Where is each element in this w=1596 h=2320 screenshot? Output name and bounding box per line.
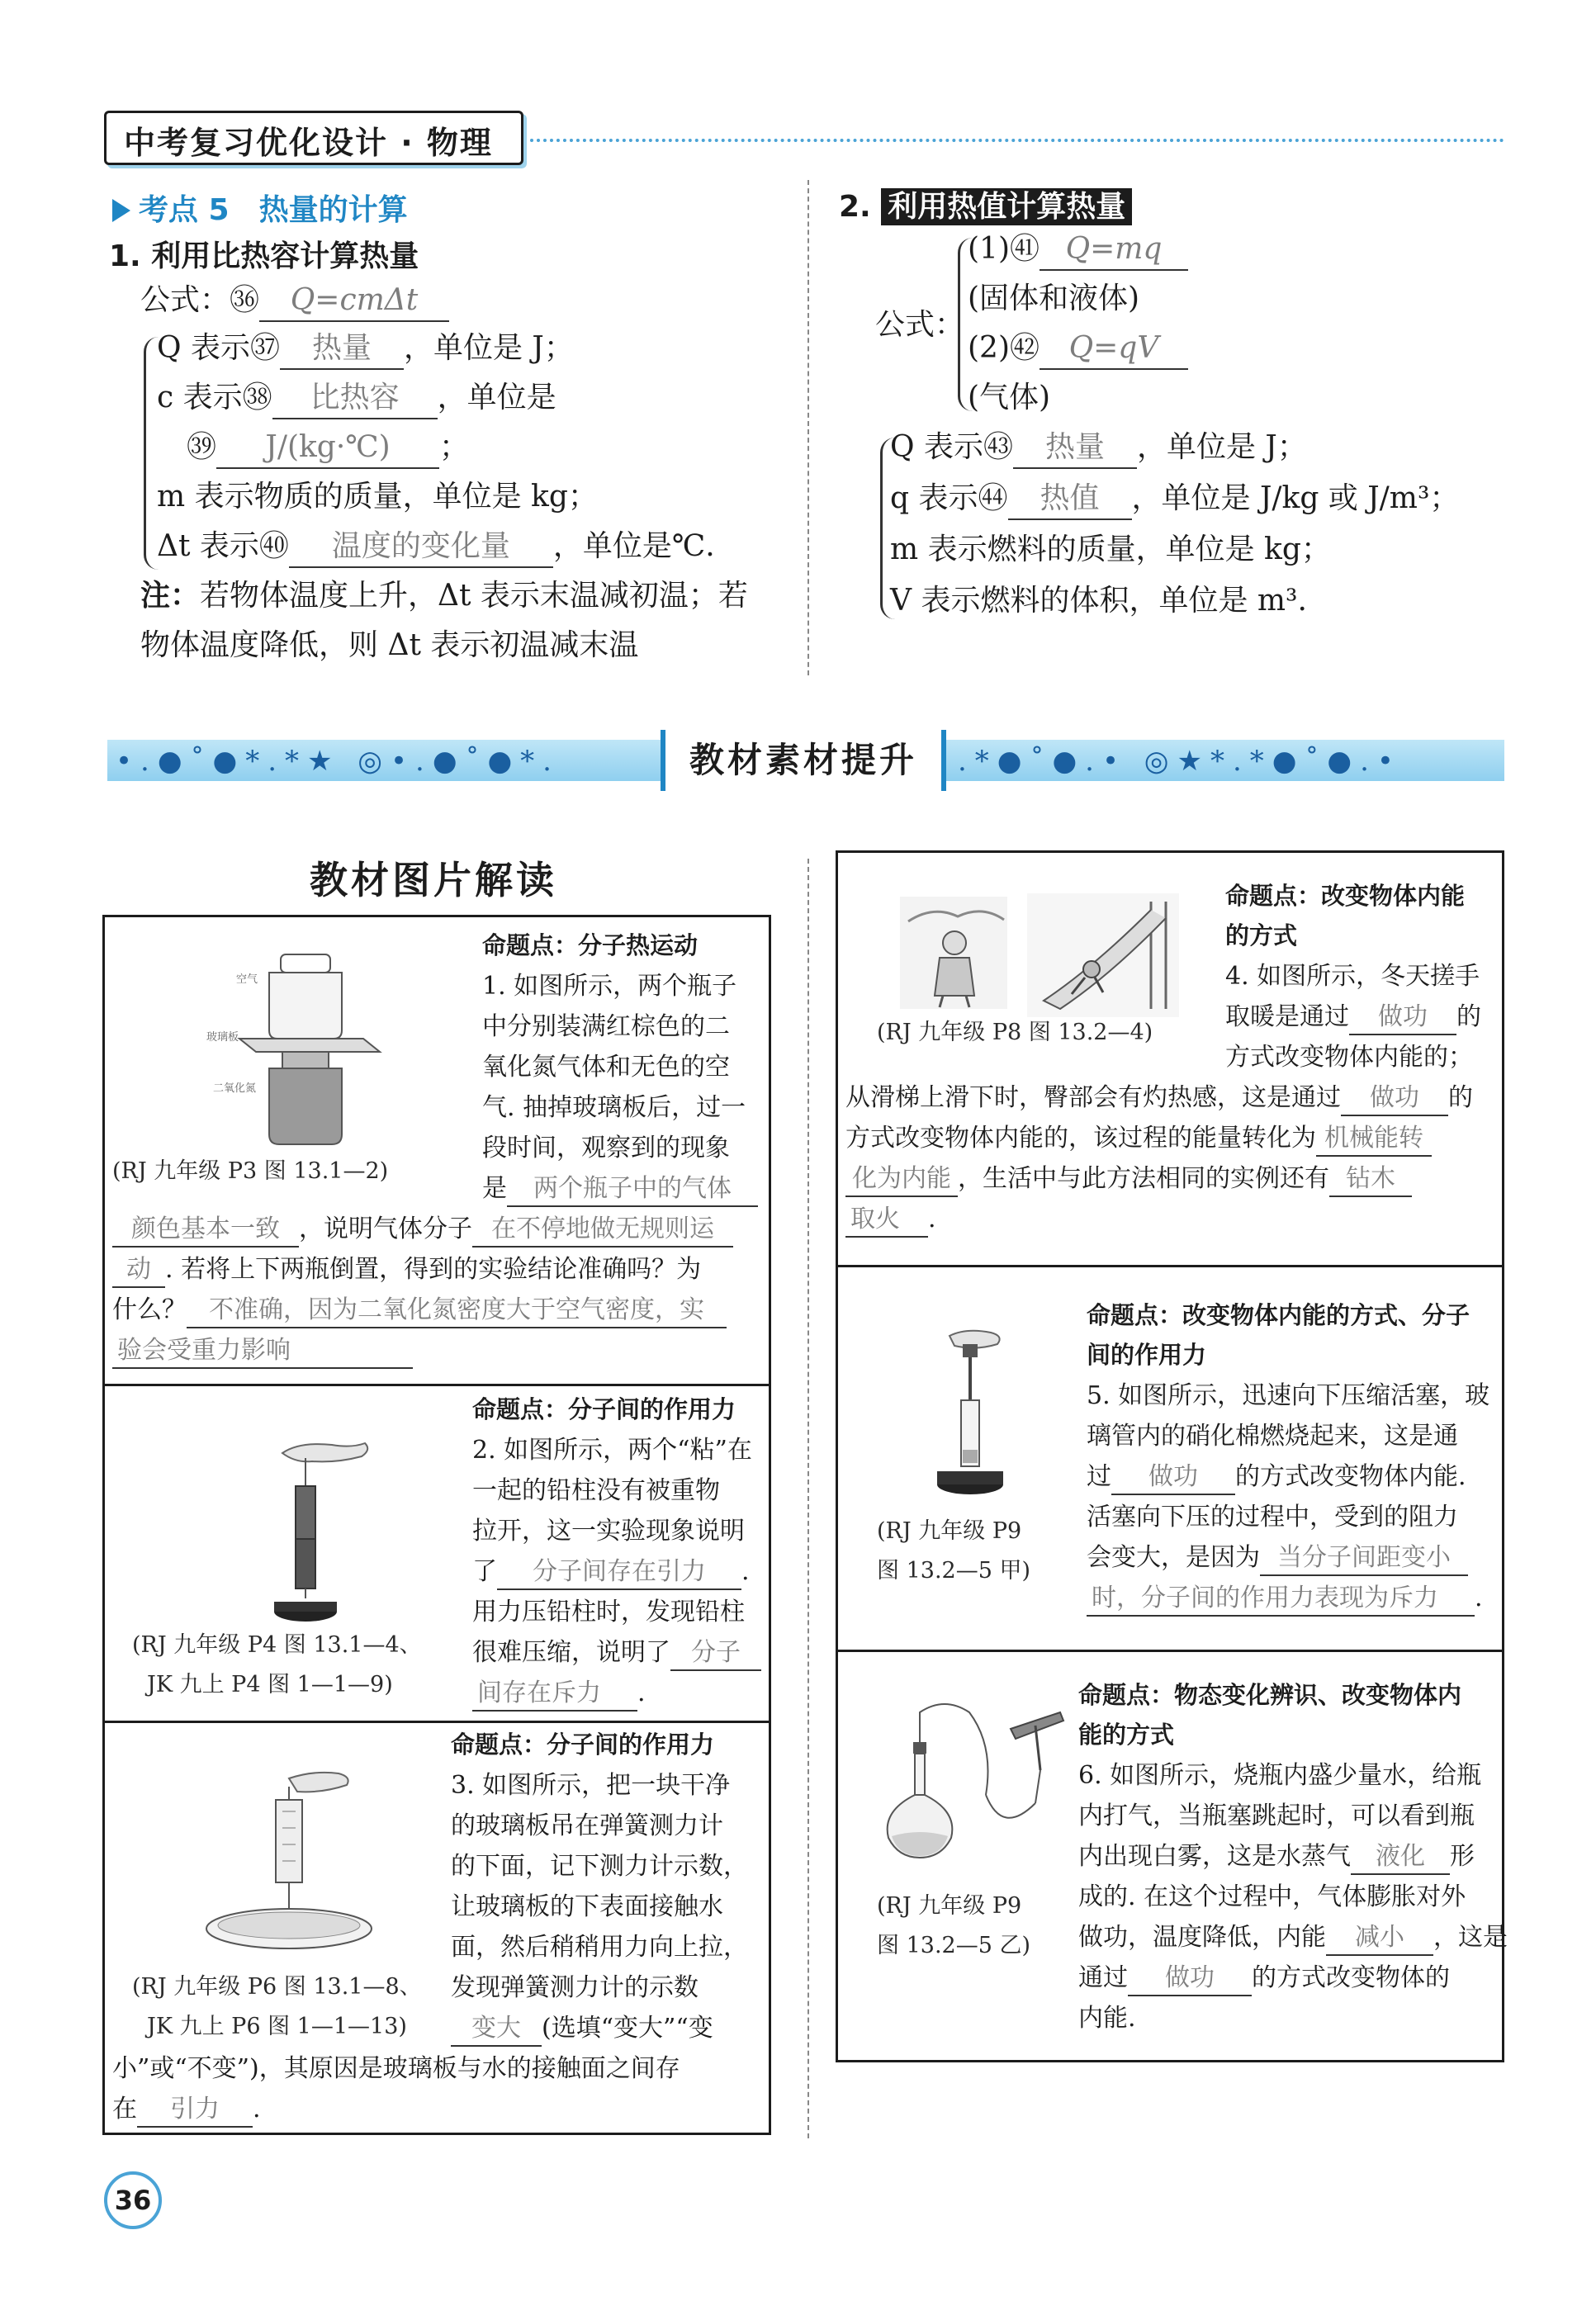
answer-blank: 液化 bbox=[1351, 1840, 1450, 1875]
q6-line-1: 6. 如图所示，烧瓶内盛少量水，给瓶 bbox=[1078, 1761, 1482, 1790]
left-dt-line: Δt 表示㊵ 温度的变化量 ，单位是℃. bbox=[157, 522, 715, 571]
section-title: 教材图片解读 bbox=[310, 858, 557, 902]
q6-caption-1: (RJ 九年级 P9 bbox=[877, 1893, 1022, 1919]
q3-line-8: 小”或“不变”)，其原因是玻璃板与水的接触面之间存 bbox=[112, 2054, 680, 2083]
left-m-line: m 表示物质的质量，单位是 kg； bbox=[157, 480, 598, 514]
q1-line-9: 什么？ 不准确，因为二氧化氮密度大于空气密度，实 bbox=[112, 1290, 727, 1330]
q5-line-1: 5. 如图所示，迅速向下压缩活塞，玻 bbox=[1087, 1381, 1490, 1410]
answer-blank: 时，分子间的作用力表现为斥力 bbox=[1087, 1582, 1475, 1617]
answer-blank: 热量 bbox=[280, 329, 404, 370]
left-panel-divider-2 bbox=[102, 1721, 771, 1723]
q3-line-3: 的下面，记下测力计示数， bbox=[451, 1852, 748, 1881]
slide-figure bbox=[1027, 893, 1179, 1017]
q6-line-5: 做功，温度降低，内能 减小 ，这是 bbox=[1078, 1917, 1508, 1958]
banner-dots-left: •.●˚●*.*★ ◎•.●˚●*. bbox=[116, 745, 560, 778]
q4-line-6: 化为内能 ，生活中与此方法相同的实例还有 钻木 bbox=[845, 1158, 1412, 1199]
left-c-unit-line: ㊴ J/(kg·℃) ； bbox=[187, 423, 469, 472]
triangle-icon bbox=[112, 199, 130, 222]
bottles-figure bbox=[190, 949, 388, 1148]
answer-blank: 做功 bbox=[1128, 1962, 1252, 1996]
q1-line-7: 颜色基本一致 ，说明气体分子 在不停地做无规则运 bbox=[112, 1209, 733, 1249]
left-note-1: 注：若物体温度上升，Δt 表示末温减初温；若 bbox=[140, 579, 748, 613]
right-f2-note: (气体) bbox=[968, 381, 1051, 414]
right-qq-line: q 表示㊹ 热值 ，单位是 J/kg 或 J/m³； bbox=[890, 474, 1459, 523]
q4-caption: (RJ 九年级 P8 图 13.2—4) bbox=[877, 1020, 1153, 1045]
answer-blank: 两个瓶子中的气体 bbox=[507, 1172, 758, 1207]
q5-line-2: 璃管内的硝化棉燃烧起来，这是通 bbox=[1087, 1422, 1458, 1451]
page-number: 36 bbox=[104, 2171, 162, 2229]
q4-line-5: 方式改变物体内能的，该过程的能量转化为 机械能转 bbox=[845, 1118, 1432, 1158]
answer-blank: 引力 bbox=[137, 2093, 253, 2128]
right-f1-line: (1)㊶ Q=mq bbox=[968, 225, 1188, 274]
q4-line-3: 方式改变物体内能的； bbox=[1225, 1043, 1473, 1072]
answer-blank: 间存在斥力 bbox=[472, 1677, 637, 1712]
q2-line-7: 间存在斥力 . bbox=[472, 1673, 646, 1713]
answer-blank: 变大 bbox=[451, 2012, 542, 2047]
left-formula-line: 公式：㊱ Q=cmΔt bbox=[140, 276, 449, 325]
q2-caption-2: JK 九上 P4 图 1—1—9) bbox=[147, 1672, 393, 1697]
answer-blank: 取火 bbox=[845, 1203, 928, 1238]
right-panel-divider-1 bbox=[836, 1265, 1504, 1267]
right-panel-divider-2 bbox=[836, 1650, 1504, 1652]
answer-blank: 化为内能 bbox=[845, 1162, 958, 1197]
q1-line-1: 1. 如图所示，两个瓶子 bbox=[482, 972, 737, 1001]
q6-heading-1: 命题点：物态变化辨识、改变物体内 bbox=[1078, 1681, 1462, 1709]
q5-line-4: 活塞向下压的过程中，受到的阻力 bbox=[1087, 1503, 1458, 1532]
answer-blank: 分子 bbox=[670, 1636, 761, 1671]
left-q-line: Q 表示㊲ 热量 ，单位是 J； bbox=[157, 324, 574, 373]
right-v-line: V 表示燃料的体积，单位是 m³. bbox=[890, 584, 1307, 618]
q6-line-6: 通过 做功 的方式改变物体的 bbox=[1078, 1958, 1450, 1998]
right-f1-note: (固体和液体) bbox=[968, 282, 1140, 315]
q2-line-5: 用力压铅柱时，发现铅柱 bbox=[472, 1598, 745, 1626]
q3-line-5: 面，然后稍稍用力向上拉， bbox=[451, 1933, 748, 1962]
header-title: 中考复习优化设计 · 物理 bbox=[124, 125, 493, 161]
svg-text:二氧化氮: 二氧化氮 bbox=[213, 1082, 257, 1095]
answer-blank: Q=cmΔt bbox=[259, 281, 449, 322]
answer-blank: 动 bbox=[112, 1253, 165, 1288]
q3-line-7: 变大 (选填“变大”“变 bbox=[451, 2008, 713, 2048]
right-q-line: Q 表示㊸ 热量 ，单位是 J； bbox=[890, 423, 1307, 472]
q4-heading-2: 的方式 bbox=[1225, 921, 1298, 949]
q3-line-9: 在 引力 . bbox=[112, 2089, 261, 2129]
q5-caption-1: (RJ 九年级 P9 bbox=[877, 1518, 1022, 1544]
q3-line-4: 让玻璃板的下表面接触水 bbox=[451, 1892, 723, 1921]
q4-heading-1: 命题点：改变物体内能 bbox=[1225, 882, 1466, 910]
answer-blank: 温度的变化量 bbox=[289, 527, 553, 568]
compression-syringe-figure bbox=[916, 1326, 1024, 1499]
q3-line-1: 3. 如图所示，把一块干净 bbox=[451, 1771, 731, 1800]
banner-title: 教材素材提升 bbox=[661, 730, 946, 791]
left-heading: 1. 利用比热容计算热量 bbox=[109, 239, 419, 273]
q3-caption-1: (RJ 九年级 P6 图 13.1—8、 bbox=[132, 1974, 422, 2000]
q2-line-4: 了 分子间存在引力 . bbox=[472, 1551, 750, 1592]
q4-line-1: 4. 如图所示，冬天搓手 bbox=[1225, 962, 1480, 991]
q2-line-3: 拉开，这一实验现象说明 bbox=[472, 1517, 745, 1546]
q1-line-8: 动 . 若将上下两瓶倒置，得到的实验结论准确吗？为 bbox=[112, 1249, 701, 1290]
right-heading: 2. 利用热值计算热量 bbox=[839, 183, 1132, 225]
q1-line-6: 是 两个瓶子中的气体 bbox=[482, 1168, 758, 1209]
q1-line-5: 段时间，观察到的现象 bbox=[482, 1134, 730, 1162]
svg-text:玻璃板: 玻璃板 bbox=[206, 1031, 239, 1044]
flask-pump-figure bbox=[879, 1696, 1068, 1861]
answer-blank: 热值 bbox=[1008, 479, 1132, 520]
answer-blank: 做功 bbox=[1349, 1001, 1456, 1035]
q1-line-3: 氧化氮气体和无色的空 bbox=[482, 1053, 730, 1082]
q3-line-6: 发现弹簧测力计的示数 bbox=[451, 1973, 699, 2002]
answer-blank: 分子间存在引力 bbox=[497, 1555, 741, 1590]
q5-caption-2: 图 13.2—5 甲) bbox=[877, 1558, 1030, 1584]
answer-blank: 当分子间距变小 bbox=[1260, 1541, 1468, 1576]
q5-heading-1: 命题点：改变物体内能的方式、分子 bbox=[1087, 1301, 1470, 1329]
answer-blank: Q=mq bbox=[1040, 230, 1188, 271]
spring-scale-figure bbox=[190, 1767, 388, 1957]
right-f2-line: (2)㊷ Q=qV bbox=[968, 324, 1188, 373]
answer-blank: 做功 bbox=[1111, 1461, 1235, 1495]
q1-line-10 bbox=[112, 1330, 413, 1371]
answer-blank: 减小 bbox=[1326, 1921, 1433, 1956]
column-divider-top bbox=[807, 180, 809, 675]
left-panel-divider-1 bbox=[102, 1384, 771, 1386]
answer-blank: 机械能转 bbox=[1316, 1122, 1432, 1157]
answer-blank: Q=qV bbox=[1040, 329, 1188, 370]
q4-line-4: 从滑梯上滑下时，臀部会有灼热感，这是通过 做功 的 bbox=[845, 1077, 1473, 1118]
q6-caption-2: 图 13.2—5 乙) bbox=[877, 1933, 1030, 1958]
q6-line-3: 内出现白雾，这是水蒸气 液化 形 bbox=[1078, 1836, 1475, 1877]
q1-line-4: 气. 抽掉玻璃板后，过一 bbox=[482, 1093, 746, 1122]
q2-line-2: 一起的铅柱没有被重物 bbox=[472, 1476, 720, 1505]
right-formula-label: 公式： bbox=[875, 308, 965, 342]
q2-caption-1: (RJ 九年级 P4 图 13.1—4、 bbox=[132, 1632, 422, 1658]
q4-line-7: 取火 . bbox=[845, 1199, 936, 1239]
q5-line-5: 会变大，是因为 当分子间距变小 bbox=[1087, 1537, 1468, 1578]
q5-line-6: 时，分子间的作用力表现为斥力 . bbox=[1087, 1578, 1483, 1618]
q6-line-7: 内能. bbox=[1078, 2004, 1136, 2033]
left-c-line: c 表示㊳ 比热容 ，单位是 bbox=[157, 373, 556, 423]
q1-heading: 命题点：分子热运动 bbox=[482, 931, 699, 959]
answer-blank: 不准确，因为二氧化氮密度大于空气密度，实 bbox=[187, 1294, 727, 1328]
kaodian-label: 考点 5 热量的计算 bbox=[112, 187, 408, 229]
header-dotted-rule bbox=[530, 139, 1504, 142]
answer-blank: 钻木 bbox=[1329, 1162, 1412, 1197]
banner-dots-right: .*●˚●.• ◎★*.*●˚●.• bbox=[958, 745, 1402, 778]
q2-line-6: 很难压缩，说明了 分子 bbox=[472, 1632, 761, 1673]
column-divider-bottom bbox=[807, 859, 809, 2138]
q6-heading-2: 能的方式 bbox=[1078, 1721, 1175, 1749]
svg-text:空气: 空气 bbox=[236, 973, 258, 986]
q1-caption: (RJ 九年级 P3 图 13.1—2) bbox=[112, 1158, 389, 1184]
q6-line-2: 内打气，当瓶塞跳起时，可以看到瓶 bbox=[1078, 1802, 1475, 1830]
answer-blank: 做功 bbox=[1341, 1082, 1448, 1116]
q5-heading-2: 间的作用力 bbox=[1087, 1341, 1207, 1369]
rubbing-hands-figure bbox=[900, 897, 1007, 1009]
answer-blank: 热量 bbox=[1013, 428, 1137, 469]
lead-cylinders-figure bbox=[223, 1437, 388, 1626]
left-note-2: 物体温度降低，则 Δt 表示初温减末温 bbox=[140, 628, 639, 662]
q3-caption-2: JK 九上 P6 图 1—1—13) bbox=[147, 2014, 407, 2039]
q5-line-3: 过 做功 的方式改变物体内能. bbox=[1087, 1456, 1466, 1497]
right-m-line: m 表示燃料的质量，单位是 kg； bbox=[890, 533, 1331, 566]
q6-line-4: 成的. 在这个过程中，气体膨胀对外 bbox=[1078, 1882, 1466, 1911]
q4-line-2: 取暖是通过 做功 的 bbox=[1225, 997, 1481, 1037]
q3-heading: 命题点：分子间的作用力 bbox=[451, 1731, 715, 1759]
answer-blank: J/(kg·℃) bbox=[216, 428, 439, 469]
answer-blank: 比热容 bbox=[272, 378, 438, 419]
q2-heading: 命题点：分子间的作用力 bbox=[472, 1395, 736, 1423]
q2-line-1: 2. 如图所示，两个“粘”在 bbox=[472, 1436, 752, 1465]
q1-line-2: 中分别装满红棕色的二 bbox=[482, 1012, 730, 1041]
answer-blank: 颜色基本一致 bbox=[112, 1213, 299, 1248]
answer-blank: 验会受重力影响 bbox=[112, 1334, 413, 1369]
answer-blank: 在不停地做无规则运 bbox=[472, 1213, 733, 1248]
q3-line-2: 的玻璃板吊在弹簧测力计 bbox=[451, 1811, 723, 1840]
